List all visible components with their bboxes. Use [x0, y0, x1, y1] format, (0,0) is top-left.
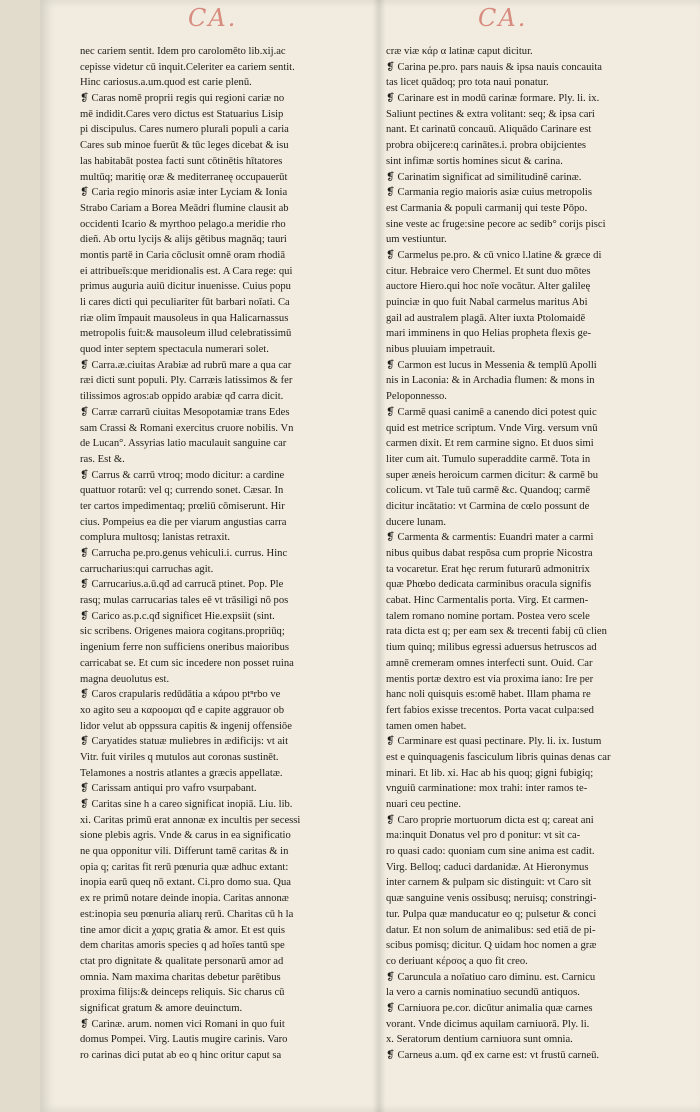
- text-line: ❡ Carræ carrarū ciuitas Mesopotamiæ trans Edes: [80, 406, 290, 418]
- text-line: occidenti Icario & myrthoo pelago.a meridie rho: [80, 218, 286, 230]
- text-line: liter cum ait. Tumulo superaddite carmē. Tota in: [386, 453, 591, 465]
- text-line: tilissimos agros:ab oppido arabiæ qđ carra dicit.: [80, 391, 284, 403]
- text-line: ❡ Carminare est quasi pectinare. Ply. li. ix. Iustum: [386, 736, 602, 748]
- text-line: ❡ Carniuora pe.cor. dicūtur animalia quæ carnes: [386, 1002, 593, 1014]
- text-line: Saliunt pectines & extra volitant: seq; & ipsa cari: [386, 108, 595, 120]
- text-line: omnia. Nam maxima charitas debetur parētibus: [80, 971, 281, 983]
- text-line: fert fabios exisse trecentos. Porta vacat culpa:sed: [386, 704, 594, 716]
- text-line: complura multosq; lanistas retraxit.: [80, 532, 231, 544]
- running-head-left: CA.: [188, 4, 238, 32]
- text-line: vorant. Vnde dicimus aquilam carniuorā. Ply. li.: [386, 1018, 590, 1030]
- text-line: super æneis heroicum carmen dicitur: & carmē bu: [386, 469, 599, 481]
- text-line: carrucharius:qui carruchas agit.: [80, 563, 214, 575]
- text-line: quæ Phœbo dedicata carminibus oracula signifis: [386, 579, 592, 591]
- text-line: gail ad australem plagā. Alter iuxta Ptolomaidē: [386, 312, 586, 324]
- text-line: ctat pro dignitate & qualitate personarū amor ad: [80, 955, 284, 967]
- text-line: ❡ Caro proprie mortuorum dicta est q; careat ani: [386, 814, 594, 826]
- text-line: quæ sanguine venis ossibusq; neruisq; constringi-: [386, 893, 597, 905]
- text-line: cræ viæ κάρ α latinæ caput dicitur.: [386, 46, 533, 57]
- text-line: primus auguria auiū dicitur inuenisse. Cuius popu: [80, 281, 291, 293]
- text-line: talem romano nomine portam. Postea vero scele: [386, 610, 590, 622]
- text-line: cabat. Hinc Carmentalis porta. Virg. Et carmen-: [386, 595, 589, 607]
- text-line: ❡ Carinare est in modū carinæ formare. Ply. li. ix.: [386, 93, 600, 105]
- text-line: sione plebis agris. Vnde & carus in ea significatio: [80, 830, 291, 842]
- text-line: significat gratum & amore deuinctum.: [80, 1002, 243, 1014]
- text-line: metropolis fuit:& mausoleum illud celebratissimū: [80, 328, 292, 340]
- text-line: ❡ Caritas sine h a careo significat inopiā. Liu. lib.: [80, 799, 293, 810]
- text-line: ræi dicti sunt populi. Ply. Carræis latissimos & fer: [80, 375, 293, 387]
- text-line: probra obijcere:q carinātes.i. probra obijcientes: [386, 140, 587, 152]
- text-line: tas licet quādoq; pro tota naui ponatur.: [386, 77, 549, 89]
- text-line: nibus pluuiam impetrauit.: [386, 344, 496, 356]
- text-line: montis partē in Caria cōclusit omnē oram rhodiā: [80, 249, 286, 261]
- text-line: domus Pompei. Virg. Lautis mugire carinis. Varo: [80, 1034, 288, 1046]
- text-line: ma:inquit Donatus vel pro d ponitur: vt sit ca-: [386, 830, 581, 842]
- text-line: pi discipulus. Cares numero plurali populi a caria: [80, 124, 289, 136]
- left-column: [80, 44, 364, 1064]
- text-line: quattuor rotarū: vel q; currendo sonet. Cæsar. In: [80, 485, 284, 497]
- text-line: ❡ Carissam antiqui pro vafro vsurpabant.: [80, 783, 257, 795]
- text-line: minari. Et lib. xi. Hac ab his quoq; gigni fubigiq;: [386, 767, 594, 779]
- text-line: inopia earū queq nō extant. Ci.pro domo sua. Qua: [80, 877, 291, 889]
- text-line: riæ olim īmpauit mausoleus in qua Halicarnassus: [80, 312, 289, 324]
- text-line: nuari ceu pectine.: [386, 799, 461, 810]
- text-line: lidor velut ab oppssura capitis & ingenij offensiōe: [80, 720, 292, 732]
- text-line: sint infimæ sortis homines sicut & carina.: [386, 155, 563, 167]
- text-line: la vero a carnis nominatiuo secundū antiquos.: [386, 987, 580, 999]
- text-line: co deriuant κέρσος a quo fit creo.: [386, 955, 528, 967]
- text-line: x. Seratorum dentium carniuora sunt omnia.: [386, 1034, 573, 1046]
- text-line: ❡ Caras nomē proprii regis qui regioni cariæ no: [80, 93, 285, 105]
- text-line: mē indidit.Cares vero dictus est Statuarius Lisip: [80, 108, 284, 120]
- text-line: nis in Laconia: & in Archadia flumen: & mons in: [386, 375, 595, 387]
- text-line: ❡ Caruncula a noīatiuo caro diminu. est. Carnicu: [386, 971, 596, 983]
- text-line: est:inopia seu pœnuria aliarų rerū. Charitas cū h la: [80, 908, 294, 920]
- text-line: de Lucan°. Assyrias latio maculauit sanguine car: [80, 438, 287, 450]
- text-line: dicitur incātatio: vt Carmina de cœlo possunt de: [386, 500, 590, 512]
- text-line: vnguiū carminatione: mox trahi: inter ramos te-: [386, 783, 588, 795]
- text-line: tur. Pulpa quæ manducatur eo q; pulsetur & conci: [386, 908, 597, 920]
- text-line: tine amor dicit a χαρις gratia & amor. Et est quis: [80, 924, 286, 936]
- text-line: est e quinquagenis fasciculum libris quinas denas car: [386, 751, 611, 763]
- text-line: ras. Est &.: [80, 453, 125, 465]
- text-line: carmen dixit. Et rem carmine signo. Et duos simi: [386, 438, 594, 450]
- text-line: ❡ Carneus a.um. qđ ex carne est: vt frustū carneū.: [386, 1050, 600, 1061]
- text-line: ❡ Carinæ. arum. nomen vici Romani in quo fuit: [80, 1018, 285, 1030]
- text-line: ❡ Carra.æ.ciuitas Arabiæ ad rubrū mare a qua car: [80, 359, 292, 371]
- text-line: citur. Hebraice vero Chermel. Et sunt duo mōtes: [386, 265, 591, 277]
- text-line: li cares dicti qui peculiariter fūt barbari noīati. Ca: [80, 297, 290, 308]
- text-line: nec cariem sentit. Idem pro carolomēto lib.xij.ac: [80, 46, 286, 57]
- text-line: ex re primū notare deinde inopia. Caritas annonæ: [80, 893, 289, 905]
- text-line: carricabat se. Et cum sic incedere non posset ruina: [80, 657, 294, 669]
- text-line: ro quasi cado: quoniam cum sine anima est cadit.: [386, 846, 595, 858]
- text-line: mentis portæ dextro est via proxima iano: Ire per: [386, 673, 594, 685]
- text-line: ❡ Carrus & carrū vtroq; modo dicitur: a cardine: [80, 469, 285, 481]
- text-line: ter cartos impedimentaq; prœliū cōmiserunt. Hir: [80, 500, 285, 512]
- text-line: puinciæ in quo fuit Nabal carmelus maritus Abi: [386, 297, 588, 308]
- text-line: hanc noli quisquis es:omē habet. Illam phama re: [386, 689, 591, 701]
- text-line: sine veste ac fruge:sine pecore ac sedib° corijs pisci: [386, 218, 606, 230]
- text-line: cepisse videtur cū inquit.Celeriter ea cariem sentit.: [80, 61, 295, 73]
- text-line: mari imminens in quo Helias propheta flexis ge-: [386, 328, 592, 340]
- text-line: ❡ Carmania regio maioris asiæ cuius metropolis: [386, 187, 592, 199]
- text-line: Hinc cariosus.a.um.quod est carie plenū.: [80, 77, 252, 89]
- right-column: [386, 44, 682, 1064]
- text-line: ne qua opponitur vili. Differunt tamē caritas & in: [80, 846, 289, 858]
- text-line: scibus pomisq; dicitur. Q uidam hoc nomen a græ: [386, 940, 597, 952]
- running-head-right: CA.: [478, 4, 528, 32]
- text-line: ta vocaretur. Erat hęc rerum futurarū admonitrix: [386, 563, 590, 575]
- text-line: ❡ Caria regio minoris asiæ inter Lyciam & Ionia: [80, 187, 288, 199]
- text-line: xi. Caritas primū erat annonæ ex incultis per secessi: [80, 814, 301, 826]
- text-line: est Carmania & populi carmanij qui teste Pōpo.: [386, 202, 588, 214]
- text-line: ❡ Caryatides statuæ muliebres in ædificijs: vt ait: [80, 736, 289, 748]
- text-line: tamen omen habet.: [386, 720, 467, 732]
- text-line: rata dicta est q; per eam sex & trecenti fabij cū clien: [386, 626, 607, 638]
- text-line: ❡ Carrucha pe.pro.genus vehiculi.i. currus. Hinc: [80, 548, 288, 559]
- text-line: tium quinq; milibus egressi aduersus hetruscos ad: [386, 642, 597, 654]
- text-line: las habitabāt postea facti sunt cōtinētis hītatores: [80, 155, 283, 167]
- text-line: ro carinas dici putat ab eo q hinc oritur caput sa: [80, 1050, 282, 1061]
- text-line: rasq; mulas carrucarias tales eē vt trāsiligi nō pos: [80, 595, 289, 607]
- text-line: ei attribueīs:que meridionalis est. A Cara rege: qui: [80, 265, 293, 277]
- text-line: proxima filijs:& deinceps reliquis. Sic charus cū: [80, 987, 285, 999]
- text-line: opia q; caritas fit rerū pœnuria quæ adhuc extant:: [80, 861, 289, 873]
- text-line: Telamones a nostris atlantes a græcis appellatæ.: [80, 767, 283, 779]
- text-line: ❡ Carinatim significat ad similitudinē carinæ.: [386, 171, 582, 183]
- text-line: Vitr. fuit viriles q mutulos aut coronas sustinēt.: [80, 751, 279, 763]
- text-line: ❡ Carmon est lucus in Messenia & templū Apolli: [386, 359, 597, 371]
- text-line: Cares sub minoe fuerūt & tūc leges dicebat & isu: [80, 140, 289, 152]
- text-line: quod inter septem spectacula numerari solet.: [80, 344, 269, 356]
- column-gutter: [372, 0, 386, 1112]
- text-line: ❡ Carmenta & carmentis: Euandri mater a carmi: [386, 532, 594, 544]
- text-line: quid est metrice scriptum. Vnde Virg. versum vnū: [386, 422, 598, 434]
- text-line: Virg. Belloq; caduci dardanidæ. At Hieronymus: [386, 861, 589, 873]
- text-line: ❡ Carmelus pe.pro. & cū vnico l.latine & græce di: [386, 249, 602, 261]
- text-line: colicum. vt Tale tuū carmē &c. Quandoq; carmē: [386, 485, 591, 497]
- text-line: um vestiuntur.: [386, 234, 447, 246]
- text-line: ❡ Caros crapularis redūdātia a κάρου ptⁿrbo ve: [80, 689, 281, 701]
- text-line: sic scribens. Origenes maiora cogitans.propriūq;: [80, 626, 285, 638]
- text-line: ducere lunam.: [386, 516, 447, 528]
- text-line: magna deuolutus est.: [80, 673, 170, 685]
- text-line: datur. Et non solum de animalibus: sed etiā de pi-: [386, 924, 596, 936]
- text-line: nibus quibus dabat respōsa cum proprie Nicostra: [386, 548, 593, 559]
- text-line: ❡ Carmē quasi canimē a canendo dici potest quic: [386, 406, 597, 418]
- text-line: ingenium ferre non sufficiens oneribus maioribus: [80, 642, 289, 654]
- text-line: amnē cremeram omnes interfecti sunt. Ouid. Car: [386, 657, 593, 669]
- text-line: cius. Pompeius ea die per viarum angustias carra: [80, 516, 287, 528]
- text-line: dem charitas amoris species q ad hoīes tantū spe: [80, 940, 285, 952]
- text-line: sam Crassi & Romani exercitus cruore nobilis. Vn: [80, 422, 294, 434]
- text-line: auctore Hiero.qui hoc noīe vocātur. Alter galileę: [386, 281, 591, 293]
- text-line: inter carnem & pulpam sic distinguit: vt Caro sit: [386, 877, 592, 889]
- text-line: ❡ Carina pe.pro. pars nauis & ipsa nauis concauita: [386, 61, 602, 73]
- text-line: Strabo Cariam a Borea Meādri flumine clausit ab: [80, 202, 289, 214]
- text-line: xo agito seu a καροομαι qđ e capite aggrauor ob: [80, 704, 285, 716]
- text-line: ❡ Carico as.p.c.qđ significet Hie.expsiit (sint.: [80, 610, 275, 622]
- text-line: Peloponnesso.: [386, 391, 447, 403]
- text-line: ❡ Carrucarius.a.ū.qđ ad carrucā ptinet. Pop. Ple: [80, 579, 284, 591]
- text-line: dieñ. Ab ortu lycijs & alijs gētibus magnāq; tauri: [80, 234, 287, 246]
- text-line: nant. Et carinatū concauū. Aliquādo Carinare est: [386, 124, 592, 136]
- text-line: multūq; maritię oræ & mediterraneę occupauerūt: [80, 171, 288, 183]
